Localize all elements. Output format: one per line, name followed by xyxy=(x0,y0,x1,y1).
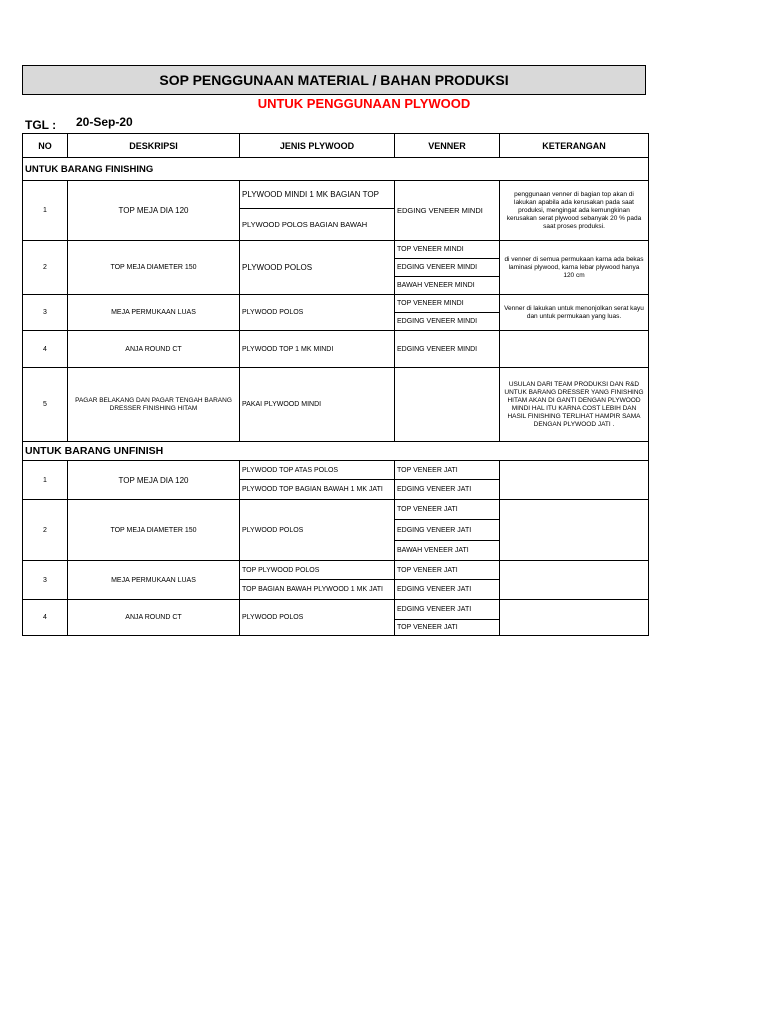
table-row xyxy=(23,600,649,620)
section-row xyxy=(23,442,649,461)
col-header-no: NO xyxy=(23,134,68,158)
row-venner: TOP VENEER JATI xyxy=(395,500,500,520)
col-header-deskripsi: DESKRIPSI xyxy=(68,134,240,158)
row-jenis: PLYWOOD POLOS xyxy=(240,500,395,561)
row-desc: TOP MEJA DIAMETER 150 xyxy=(68,241,240,295)
col-header-venner: VENNER xyxy=(395,134,500,158)
table-row xyxy=(23,295,649,313)
row-venner: EDGING VENEER MINDI xyxy=(395,313,500,331)
row-no: 4 xyxy=(23,331,68,368)
row-keterangan: di venner di semua permukaan karna ada bekas laminasi plywood, karna lebar plywood hanya 120 cm xyxy=(500,241,649,295)
row-jenis: PLYWOOD POLOS xyxy=(240,241,395,295)
table-row xyxy=(23,241,649,259)
row-desc: ANJA ROUND CT xyxy=(68,331,240,368)
table-header-row xyxy=(23,134,649,158)
row-jenis: PLYWOOD POLOS BAGIAN BAWAH xyxy=(240,209,395,241)
row-jenis: PLYWOOD TOP BAGIAN BAWAH 1 MK JATI xyxy=(240,480,395,500)
section-row xyxy=(23,158,649,181)
row-no: 1 xyxy=(23,461,68,500)
row-jenis: TOP PLYWOOD POLOS xyxy=(240,561,395,580)
row-venner: EDGING VENEER JATI xyxy=(395,580,500,600)
row-jenis: PLYWOOD MINDI 1 MK BAGIAN TOP xyxy=(240,181,395,209)
row-desc: MEJA PERMUKAAN LUAS xyxy=(68,561,240,600)
row-jenis: PLYWOOD TOP ATAS POLOS xyxy=(240,461,395,480)
row-jenis: TOP BAGIAN BAWAH PLYWOOD 1 MK JATI xyxy=(240,580,395,600)
row-keterangan xyxy=(500,561,649,600)
row-keterangan xyxy=(500,331,649,368)
table-row xyxy=(23,561,649,580)
row-no: 3 xyxy=(23,561,68,600)
row-keterangan: Venner di lakukan untuk menonjolkan serat kayu dan untuk permukaan yang luas. xyxy=(500,295,649,331)
row-desc: TOP MEJA DIAMETER 150 xyxy=(68,500,240,561)
row-jenis: PLYWOOD TOP 1 MK MINDI xyxy=(240,331,395,368)
table-row xyxy=(23,181,649,209)
col-header-keterangan: KETERANGAN xyxy=(500,134,649,158)
row-venner: EDGING VENEER JATI xyxy=(395,600,500,620)
row-venner xyxy=(395,368,500,442)
row-venner: TOP VENEER MINDI xyxy=(395,241,500,259)
row-venner: EDGING VENEER MINDI xyxy=(395,259,500,277)
row-venner: EDGING VENEER JATI xyxy=(395,520,500,541)
section-title-finishing: UNTUK BARANG FINISHING xyxy=(23,158,649,181)
row-no: 3 xyxy=(23,295,68,331)
row-venner: EDGING VENEER MINDI xyxy=(395,181,500,241)
row-venner: BAWAH VENEER JATI xyxy=(395,541,500,561)
row-keterangan: penggunaan venner di bagian top akan di lakukan apabila ada kerusakan pada saat produksi, mengingat ada kemungkinan kerusakan serat plywood sebanyak 20 % pada saat proses produksi. xyxy=(500,181,649,241)
table-row xyxy=(23,368,649,442)
date-label: TGL : xyxy=(25,118,57,132)
row-venner: TOP VENEER JATI xyxy=(395,561,500,580)
row-venner: TOP VENEER JATI xyxy=(395,620,500,636)
row-desc: ANJA ROUND CT xyxy=(68,600,240,636)
row-desc: TOP MEJA DIA 120 xyxy=(68,181,240,241)
row-venner: BAWAH VENEER MINDI xyxy=(395,277,500,295)
row-jenis: PAKAI PLYWOOD MINDI xyxy=(240,368,395,442)
row-venner: EDGING VENEER MINDI xyxy=(395,331,500,368)
row-no: 1 xyxy=(23,181,68,241)
row-no: 5 xyxy=(23,368,68,442)
row-venner: EDGING VENEER JATI xyxy=(395,480,500,500)
row-desc: TOP MEJA DIA 120 xyxy=(68,461,240,500)
table-row xyxy=(23,461,649,480)
row-keterangan xyxy=(500,500,649,561)
row-no: 2 xyxy=(23,500,68,561)
table-row xyxy=(23,500,649,520)
row-desc: MEJA PERMUKAAN LUAS xyxy=(68,295,240,331)
row-venner: TOP VENEER MINDI xyxy=(395,295,500,313)
row-no: 2 xyxy=(23,241,68,295)
page-subtitle: UNTUK PENGGUNAAN PLYWOOD xyxy=(257,96,471,111)
row-no: 4 xyxy=(23,600,68,636)
table-row xyxy=(23,331,649,368)
row-desc: PAGAR BELAKANG DAN PAGAR TENGAH BARANG DRESSER FINISHING HITAM xyxy=(68,368,240,442)
row-keterangan xyxy=(500,461,649,500)
row-jenis: PLYWOOD POLOS xyxy=(240,600,395,636)
row-keterangan xyxy=(500,600,649,636)
page-title: SOP PENGGUNAAN MATERIAL / BAHAN PRODUKSI xyxy=(22,65,646,95)
row-venner: TOP VENEER JATI xyxy=(395,461,500,480)
date-value: 20-Sep-20 xyxy=(76,115,133,129)
col-header-jenis: JENIS PLYWOOD xyxy=(240,134,395,158)
row-jenis: PLYWOOD POLOS xyxy=(240,295,395,331)
material-table xyxy=(22,133,649,636)
row-keterangan: USULAN DARI TEAM PRODUKSI DAN R&D UNTUK BARANG DRESSER YANG FINISHING HITAM AKAN DI GANTI DENGAN PLYWOOD MINDI HAL ITU KARNA COST LEBIH DAN HASIL FINISHING TERLIHAT HAMPIR SAMA DENGAN PLYWOOD JATI . xyxy=(500,368,649,442)
section-title-unfinish: UNTUK BARANG UNFINISH xyxy=(23,442,649,461)
